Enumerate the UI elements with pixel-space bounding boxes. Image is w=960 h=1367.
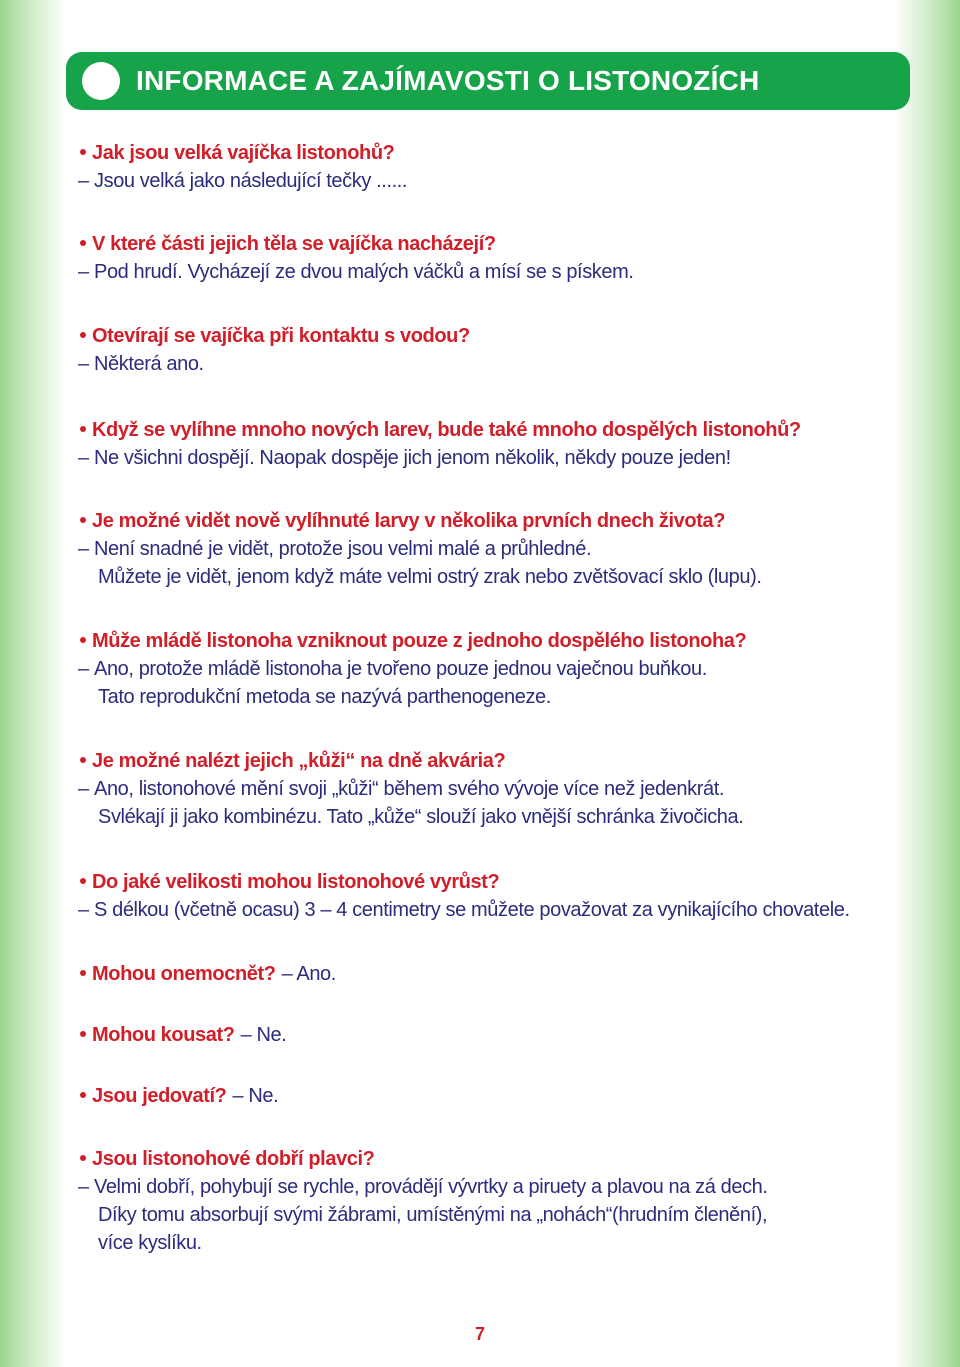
question: Když se vylíhne mnoho nových larev, bude také mnoho dospělých listonohů?	[78, 416, 898, 444]
qa-item	[78, 507, 898, 591]
question: Může mládě listonoha vzniknout pouze z jednoho dospělého listonoha?	[78, 627, 898, 655]
bullet-icon	[80, 1031, 86, 1037]
qa-item	[78, 627, 898, 711]
question: V které části jejich těla se vajíčka nacházejí?	[78, 230, 898, 258]
question: Do jaké velikosti mohou listonohové vyrůst?	[78, 868, 898, 896]
bullet-icon	[80, 240, 86, 246]
page-title: INFORMACE A ZAJÍMAVOSTI O LISTONOZÍCH	[136, 65, 760, 96]
bullet-icon	[80, 970, 86, 976]
bullet-icon	[80, 637, 86, 643]
bullet-icon	[80, 149, 86, 155]
answer-continued: více kyslíku.	[98, 1232, 202, 1254]
answer: – Pod hrudí. Vycházejí ze dvou malých váčků a mísí se s pískem.	[78, 261, 634, 283]
bullet-icon	[80, 757, 86, 763]
header-circle-icon	[82, 62, 120, 100]
answer-continued: Díky tomu absorbují svými žábrami, umístěnými na „nohách“(hrudním členění),	[98, 1204, 768, 1226]
question: Otevírají se vajíčka při kontaktu s vodou?	[78, 322, 898, 350]
qa-item	[78, 230, 898, 286]
qa-item	[78, 747, 898, 831]
inline-answer: – Ne.	[240, 1024, 287, 1046]
left-green-border	[0, 0, 66, 1367]
answer: – Ano, protože mládě listonoha je tvořeno pouze jednou vaječnou buňkou.	[78, 658, 707, 680]
answer: – Jsou velká jako následující tečky ......	[78, 170, 408, 192]
answer: – Některá ano.	[78, 353, 204, 375]
qa-item	[78, 868, 898, 924]
question: Jsou jedovatí? – Ne.	[78, 1082, 898, 1110]
inline-answer: – Ano.	[281, 963, 336, 985]
bullet-icon	[80, 332, 86, 338]
question: Je možné nalézt jejich „kůži“ na dně akvária?	[78, 747, 898, 775]
section-header	[66, 52, 910, 110]
bullet-icon	[80, 517, 86, 523]
right-green-border	[894, 0, 960, 1367]
answer-continued: Můžete je vidět, jenom když máte velmi ostrý zrak nebo zvětšovací sklo (lupu).	[98, 566, 762, 588]
qa-item	[78, 1082, 898, 1110]
bullet-icon	[80, 1155, 86, 1161]
qa-item	[78, 1021, 898, 1049]
qa-item	[78, 416, 898, 472]
question: Mohou onemocnět? – Ano.	[78, 960, 898, 988]
qa-item	[78, 139, 898, 195]
question: Mohou kousat? – Ne.	[78, 1021, 898, 1049]
answer: – Ne všichni dospějí. Naopak dospěje jich jenom několik, někdy pouze jeden!	[78, 447, 731, 469]
qa-item	[78, 322, 898, 378]
answer: – Velmi dobří, pohybují se rychle, provádějí vývrtky a piruety a plavou na zá dech.	[78, 1176, 768, 1198]
question: Je možné vidět nově vylíhnuté larvy v několika prvních dnech života?	[78, 507, 898, 535]
bullet-icon	[80, 426, 86, 432]
question: Jsou listonohové dobří plavci?	[78, 1145, 898, 1173]
answer-continued: Svlékají ji jako kombinézu. Tato „kůže“ slouží jako vnější schránka živočicha.	[98, 806, 744, 828]
answer: – S délkou (včetně ocasu) 3 – 4 centimetry se můžete považovat za vynikajícího chovatele.	[78, 899, 850, 921]
qa-item	[78, 1145, 898, 1257]
bullet-icon	[80, 1092, 86, 1098]
answer: – Ano, listonohové mění svoji „kůži“ během svého vývoje více než jedenkrát.	[78, 778, 725, 800]
inline-answer: – Ne.	[232, 1085, 279, 1107]
page-number: 7	[474, 1324, 485, 1344]
answer-continued: Tato reprodukční metoda se nazývá parthenogeneze.	[98, 686, 551, 708]
answer: – Není snadné je vidět, protože jsou velmi malé a průhledné.	[78, 538, 592, 560]
qa-item	[78, 960, 898, 988]
question: Jak jsou velká vajíčka listonohů?	[78, 139, 898, 167]
bullet-icon	[80, 878, 86, 884]
